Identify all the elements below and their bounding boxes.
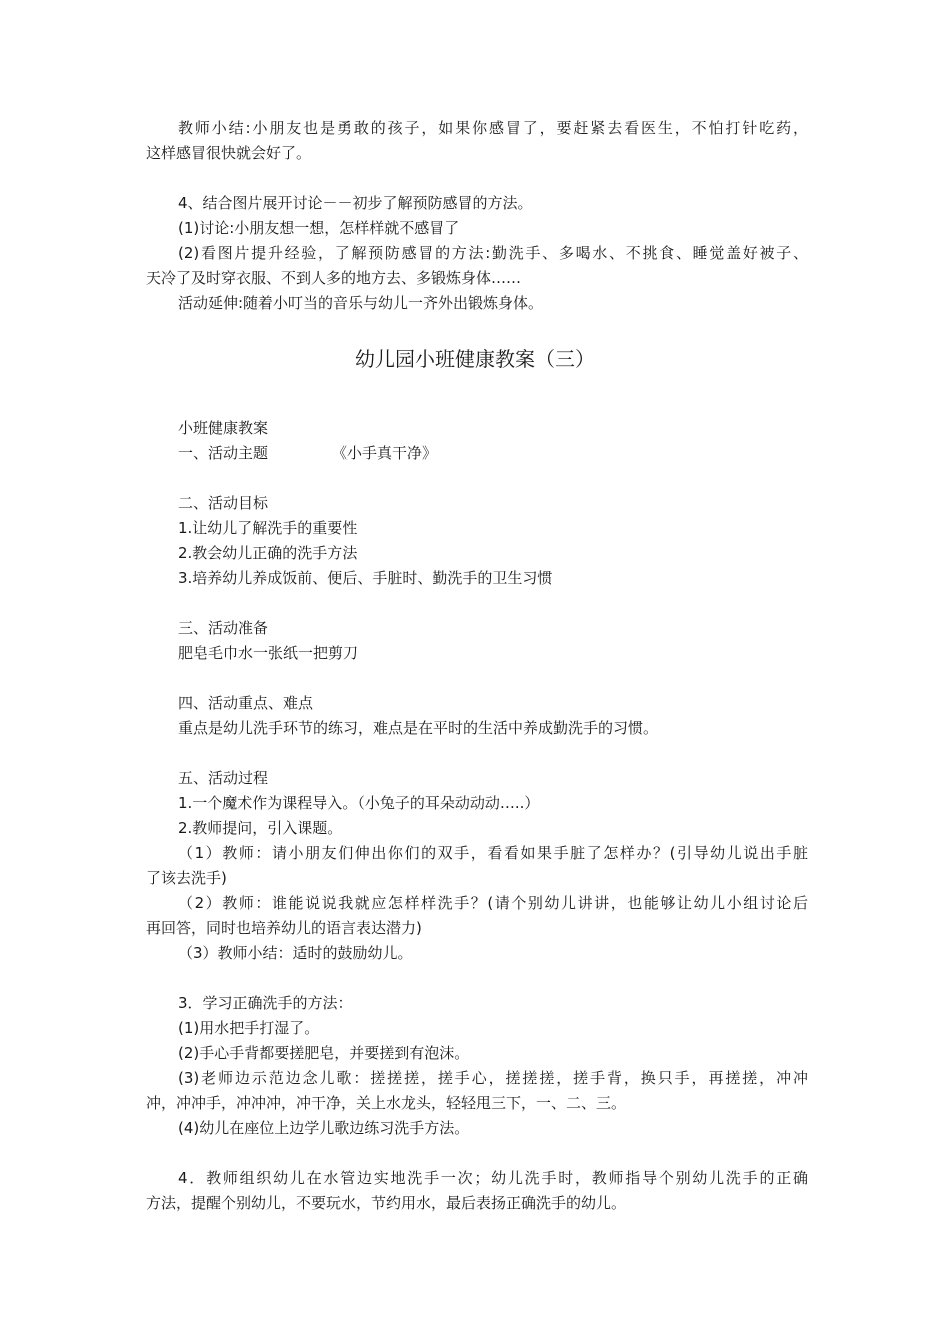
process-step-2: 2.教师提问，引入课题。 [178, 819, 343, 837]
goal-item-2: 2.教会幼儿正确的洗手方法 [178, 544, 358, 562]
goal-item-1: 1.让幼儿了解洗手的重要性 [178, 519, 358, 537]
section-title: 幼儿园小班健康教案（三） [355, 347, 595, 371]
paragraph-picture-experience-cont: 天冷了及时穿衣服、不到人多的地方去、多锻炼身体…… [146, 269, 522, 287]
paragraph-teacher-summary-cont: 这样感冒很快就会好了。 [146, 144, 312, 162]
process-step-3-4: (4)幼儿在座位上边学儿歌边练习洗手方法。 [178, 1119, 470, 1137]
paragraph-teacher-summary: 教师小结:小朋友也是勇敢的孩子，如果你感冒了，要赶紧去看医生，不怕打针吃药， [178, 119, 808, 137]
process-step-3-2: (2)手心手背都要搓肥皂，并要搓到有泡沫。 [178, 1044, 470, 1062]
goal-item-3: 3.培养幼儿养成饭前、便后、手脏时、勤洗手的卫生习惯 [178, 569, 553, 587]
lesson-name: 小班健康教案 [178, 419, 269, 437]
paragraph-step-4: 4、结合图片展开讨论－－初步了解预防感冒的方法。 [178, 194, 533, 212]
key-points-text: 重点是幼儿洗手环节的练习，难点是在平时的生活中养成勤洗手的习惯。 [178, 719, 659, 737]
activity-process-heading: 五、活动过程 [178, 769, 269, 787]
process-step-2-2: （2）教师：谁能说说我就应怎样样洗手？(请个别幼儿讲讲，也能够让幼儿小组讨论后 [178, 894, 808, 912]
process-step-3-3: (3)老师边示范边念儿歌：搓搓搓，搓手心，搓搓搓，搓手背，换只手，再搓搓，冲冲 [178, 1069, 808, 1087]
activity-prep-materials: 肥皂毛巾水一张纸一把剪刀 [178, 644, 359, 662]
process-step-2-2-cont: 再回答，同时也培养幼儿的语言表达潜力) [146, 919, 422, 937]
key-points-heading: 四、活动重点、难点 [178, 694, 314, 712]
activity-theme-heading: 一、活动主题 [178, 444, 269, 462]
activity-goals-heading: 二、活动目标 [178, 494, 269, 512]
paragraph-discussion: (1)讨论:小朋友想一想，怎样样就不感冒了 [178, 219, 460, 237]
activity-theme-name: 《小手真干净》 [332, 444, 438, 462]
paragraph-picture-experience: (2)看图片提升经验，了解预防感冒的方法:勤洗手、多喝水、不挑食、睡觉盖好被子、 [178, 244, 808, 262]
process-step-2-3: （3）教师小结：适时的鼓励幼儿。 [178, 944, 413, 962]
process-step-4: 4．教师组织幼儿在水管边实地洗手一次；幼儿洗手时，教师指导个别幼儿洗手的正确 [178, 1169, 808, 1187]
paragraph-extension: 活动延伸:随着小叮当的音乐与幼儿一齐外出锻炼身体。 [178, 294, 544, 312]
process-step-1: 1.一个魔术作为课程导入。（小兔子的耳朵动动动…..） [178, 794, 540, 812]
process-step-2-1: （1）教师：请小朋友们伸出你们的双手，看看如果手脏了怎样办？(引导幼儿说出手脏 [178, 844, 808, 862]
process-step-3-1: (1)用水把手打湿了。 [178, 1019, 320, 1037]
process-step-2-1-cont: 了该去洗手) [146, 869, 227, 887]
process-step-3: 3．学习正确洗手的方法： [178, 994, 353, 1012]
process-step-3-3-cont: 冲，冲冲手，冲冲冲，冲干净，关上水龙头，轻轻甩三下，一、二、三。 [146, 1094, 627, 1112]
activity-prep-heading: 三、活动准备 [178, 619, 269, 637]
process-step-4-cont: 方法，提醒个别幼儿，不要玩水，节约用水，最后表扬正确洗手的幼儿。 [146, 1194, 627, 1212]
